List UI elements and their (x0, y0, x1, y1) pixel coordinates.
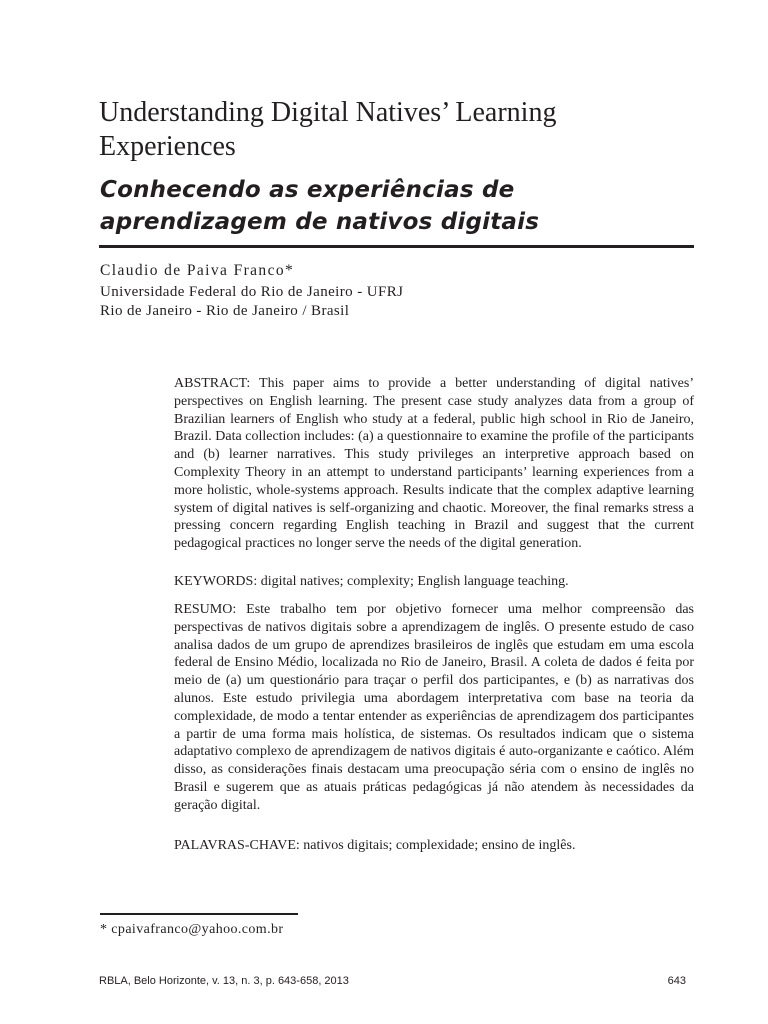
author-name: Claudio de Paiva Franco* (100, 262, 295, 279)
footnote-email: * cpaivafranco@yahoo.com.br (100, 922, 284, 937)
journal-citation: RBLA, Belo Horizonte, v. 13, n. 3, p. 643-658, 2013 (99, 975, 349, 987)
keywords-line: KEYWORDS: digital natives; complexity; English language teaching. (174, 574, 569, 589)
title-divider (99, 245, 694, 248)
page-number: 643 (667, 975, 686, 987)
palavras-chave-line: PALAVRAS-CHAVE: nativos digitais; complexidade; ensino de inglês. (174, 838, 576, 853)
title-english: Understanding Digital Natives’ Learning Experiences (99, 97, 557, 162)
footnote-divider (100, 913, 298, 915)
resumo-paragraph: RESUMO: Este trabalho tem por objetivo fornecer uma melhor compreensão das perspectivas de nativos digitais sobre a aprendizagem de inglês. O presente estudo de caso analisa dados de um grupo de aprendizes brasileiros de inglês que estudam em uma escola federal de Ensino Médio, localizada no Rio de Janeiro, Brasil. A coleta de dados é feita por meio de (a) um questionário para traçar o perfil dos participantes, e (b) as narrativas dos alunos. Este estudo privilegia uma abordagem interpretativa com base na teoria da complexidade, de modo a tentar entender as experiências de aprendizagem dos participantes a partir de uma forma mais holística, de sistemas. Os resultados indicam que o sistema adaptativo complexo de aprendizagem de nativos digitais é auto-organizante e caótico. Além disso, as considerações finais destacam uma preocupação séria com o ensino de inglês no Brasil e sugerem que as atuais práticas pedagógicas já não atendem às necessidades da geração digital. (174, 602, 694, 813)
affiliation-institution: Universidade Federal do Rio de Janeiro - UFRJ (100, 284, 404, 300)
abstract-paragraph: ABSTRACT: This paper aims to provide a better understanding of digital natives’ perspectives on English learning. The present case study analyzes data from a group of Brazilian learners of English who study at a federal, public high school in Rio de Janeiro, Brazil. Data collection includes: (a) a questionnaire to examine the profile of the participants and (b) learner narratives. This study privileges an interpretive approach based on Complexity Theory in an attempt to understand participants’ learning experiences from a more holistic, whole-systems approach. Results indicate that the complex adaptive learning system of digital natives is self-organizing and chaotic. Moreover, the final remarks stress a pressing concern regarding English teaching in Brazil and suggest that the current pedagogical practices no longer serve the needs of the digital generation. (174, 376, 694, 552)
title-portuguese: Conhecendo as experiências de aprendizagem de nativos digitais (100, 177, 540, 235)
affiliation-location: Rio de Janeiro - Rio de Janeiro / Brasil (100, 303, 350, 319)
